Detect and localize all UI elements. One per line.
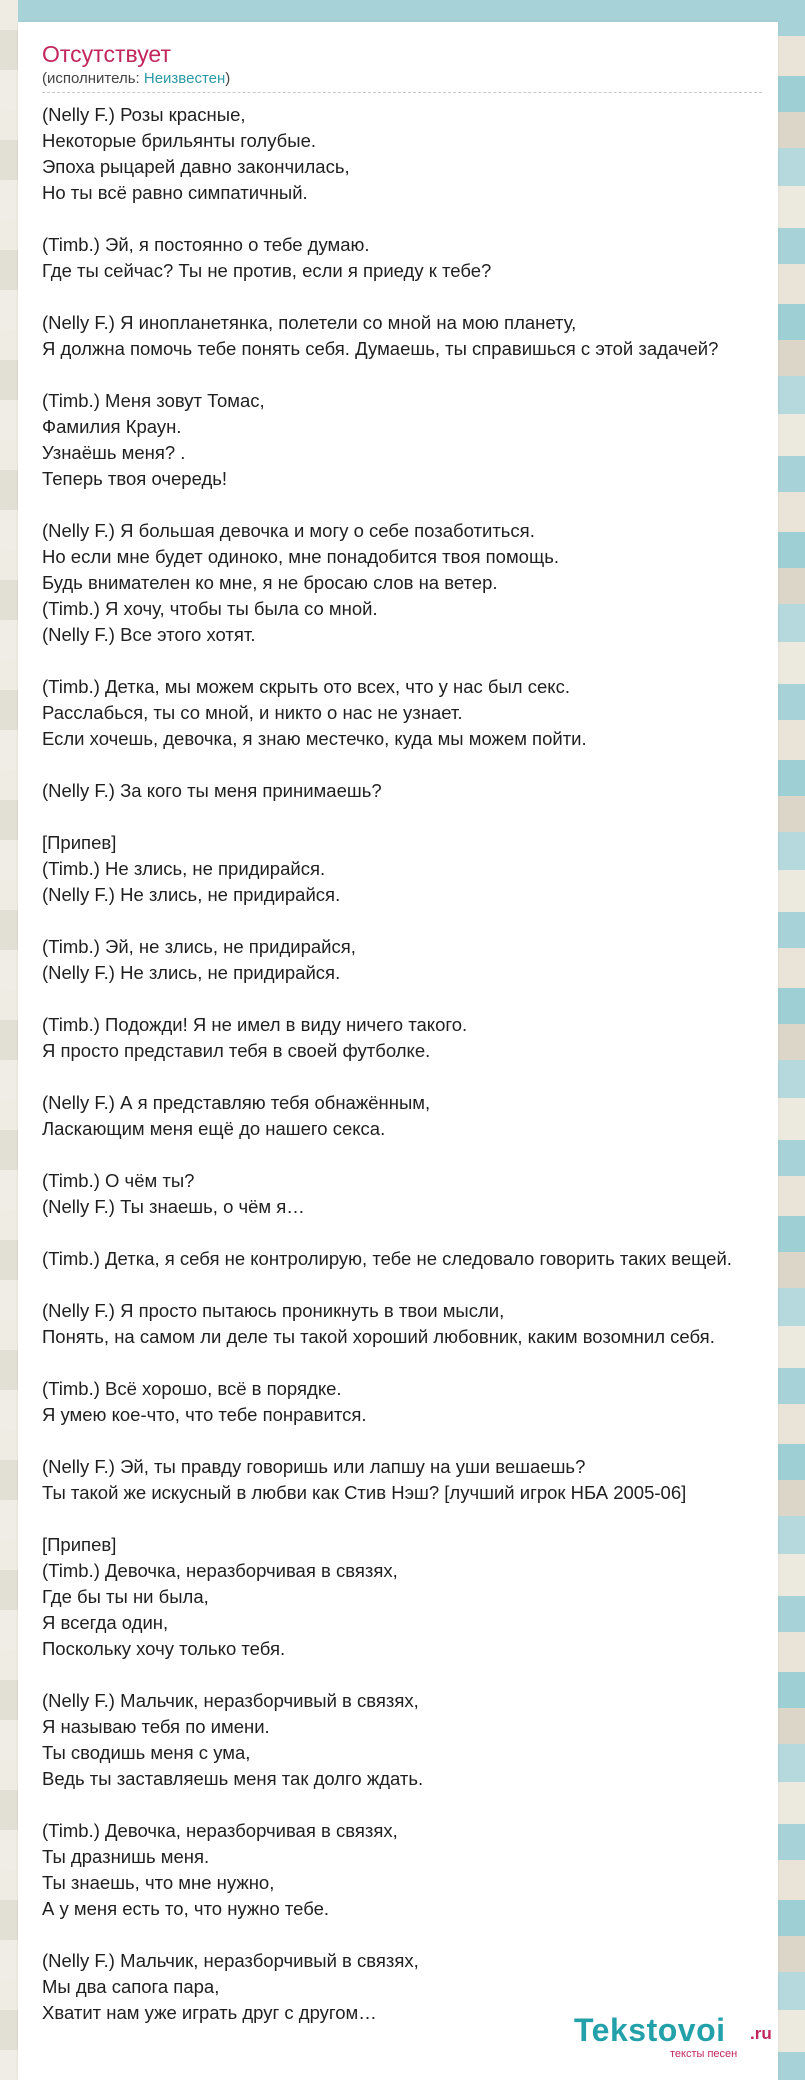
lyric-line: [42, 1350, 778, 1376]
lyric-line: (Nelly F.) Эй, ты правду говоришь или лапшу на уши вешаешь?: [42, 1456, 586, 1477]
lyric-line: [42, 1272, 778, 1298]
artist-prefix: (исполнитель:: [42, 70, 144, 87]
lyric-line: (Nelly F.) Розы красные,: [42, 104, 246, 125]
lyric-line: Ты знаешь, что мне нужно,: [42, 1872, 275, 1893]
artist-link[interactable]: Неизвестен: [143, 70, 226, 87]
site-logo[interactable]: [574, 2012, 784, 2062]
lyric-line: Хватит нам уже играть друг с другом…: [42, 2002, 377, 2023]
lyric-line: (Nelly F.) Я инопланетянка, полетели со мной на мою планету,: [42, 312, 577, 333]
lyric-line: Понять, на самом ли деле ты такой хороший любовник, каким возомнил себя.: [42, 1326, 715, 1347]
lyric-line: [42, 1662, 778, 1688]
lyric-line: [42, 804, 778, 830]
lyric-line: [42, 648, 778, 674]
title-divider: [42, 92, 762, 93]
lyric-line: (Nelly F.) Все этого хотят.: [42, 624, 256, 645]
song-title: Отсутствует: [42, 41, 171, 67]
lyric-line: (Nelly F.) За кого ты меня принимаешь?: [42, 780, 382, 801]
lyrics-card: [18, 22, 778, 2080]
lyric-line: (Timb.) Подожди! Я не имел в виду ничего такого.: [42, 1014, 468, 1035]
lyrics-body: [42, 102, 778, 2026]
lyric-line: (Timb.) Девочка, неразборчивая в связях,: [42, 1560, 398, 1581]
lyric-line: (Timb.) Меня зовут Томас,: [42, 390, 265, 411]
lyric-line: (Timb.) О чём ты?: [42, 1170, 195, 1191]
lyric-line: (Timb.) Девочка, неразборчивая в связях,: [42, 1820, 398, 1841]
lyric-line: (Nelly F.) Не злись, не придирайся.: [42, 884, 341, 905]
lyric-line: Ласкающим меня ещё до нашего секса.: [42, 1118, 386, 1139]
background-stripes: [0, 0, 18, 2080]
lyric-line: Я всегда один,: [42, 1612, 169, 1633]
lyric-line: Я должна помочь тебе понять себя. Думаешь, ты справишься с этой задачей?: [42, 338, 719, 359]
lyric-line: [42, 908, 778, 934]
artist-suffix: ): [225, 70, 231, 87]
lyric-line: Некоторые брильянты голубые.: [42, 130, 316, 151]
lyric-line: (Timb.) Я хочу, чтобы ты была со мной.: [42, 598, 378, 619]
lyric-line: Будь внимателен ко мне, я не бросаю слов на ветер.: [42, 572, 498, 593]
logo-tagline: тексты песен: [670, 2048, 738, 2060]
lyric-line: (Nelly F.) Я большая девочка и могу о себе позаботиться.: [42, 520, 535, 541]
lyric-line: Расслабься, ты со мной, и никто о нас не узнает.: [42, 702, 463, 723]
lyric-line: [Припев]: [42, 1534, 117, 1555]
lyric-line: (Timb.) Всё хорошо, всё в порядке.: [42, 1378, 342, 1399]
lyric-line: Но ты всё равно симпатичный.: [42, 182, 308, 203]
lyric-line: Я умею кое-что, что тебе понравится.: [42, 1404, 367, 1425]
lyric-line: (Timb.) Детка, мы можем скрыть ото всех, что у нас был секс.: [42, 676, 570, 697]
lyric-line: [Припев]: [42, 832, 117, 853]
lyric-line: Ты сводишь меня с ума,: [42, 1742, 251, 1763]
lyric-line: [42, 1922, 778, 1948]
lyric-line: (Nelly F.) А я представляю тебя обнажённым,: [42, 1092, 431, 1113]
lyric-line: [42, 1506, 778, 1532]
lyric-line: (Nelly F.) Мальчик, неразборчивый в связях,: [42, 1950, 419, 1971]
lyric-line: Ты такой же искусный в любви как Стив Нэш? [лучший игрок НБА 2005-06]: [42, 1482, 687, 1503]
lyric-line: Ведь ты заставляешь меня так долго ждать.: [42, 1768, 424, 1789]
lyric-line: [42, 492, 778, 518]
lyric-line: Поскольку хочу только тебя.: [42, 1638, 286, 1659]
lyric-line: Мы два сапога пара,: [42, 1976, 220, 1997]
lyric-line: (Timb.) Не злись, не придирайся.: [42, 858, 326, 879]
lyric-line: [42, 752, 778, 778]
artist-line: [42, 70, 230, 88]
lyric-line: (Nelly F.) Я просто пытаюсь проникнуть в твои мысли,: [42, 1300, 505, 1321]
lyric-line: (Timb.) Эй, я постоянно о тебе думаю.: [42, 234, 370, 255]
lyric-line: Ты дразнишь меня.: [42, 1846, 210, 1867]
lyric-line: [42, 1142, 778, 1168]
lyric-line: [42, 206, 778, 232]
lyric-line: (Nelly F.) Ты знаешь, о чём я…: [42, 1196, 305, 1217]
lyric-line: Я просто представил тебя в своей футболке.: [42, 1040, 431, 1061]
lyric-line: (Timb.) Эй, не злись, не придирайся,: [42, 936, 356, 957]
lyric-line: [42, 1220, 778, 1246]
lyric-line: Если хочешь, девочка, я знаю местечко, куда мы можем пойти.: [42, 728, 587, 749]
lyric-line: Фамилия Краун.: [42, 416, 182, 437]
lyric-line: [42, 1792, 778, 1818]
lyric-line: Я называю тебя по имени.: [42, 1716, 270, 1737]
lyric-line: (Nelly F.) Не злись, не придирайся.: [42, 962, 341, 983]
lyric-line: Но если мне будет одиноко, мне понадобится твоя помощь.: [42, 546, 559, 567]
lyric-line: А у меня есть то, что нужно тебе.: [42, 1898, 330, 1919]
lyric-line: [42, 1428, 778, 1454]
lyric-line: [42, 986, 778, 1012]
lyric-line: (Timb.) Детка, я себя не контролирую, тебе не следовало говорить таких вещей.: [42, 1248, 732, 1269]
lyric-line: Теперь твоя очередь!: [42, 468, 228, 489]
lyric-line: [42, 1064, 778, 1090]
lyric-line: (Nelly F.) Мальчик, неразборчивый в связях,: [42, 1690, 419, 1711]
lyric-line: Эпоха рыцарей давно закончилась,: [42, 156, 350, 177]
logo-name: Tekstovoi: [574, 2012, 726, 2048]
lyric-line: [42, 284, 778, 310]
lyric-line: Где ты сейчас? Ты не против, если я приеду к тебе?: [42, 260, 492, 281]
lyric-line: Узнаёшь меня? .: [42, 442, 186, 463]
lyric-line: Где бы ты ни была,: [42, 1586, 209, 1607]
logo-tld: .ru: [750, 2024, 772, 2043]
lyric-line: [42, 362, 778, 388]
